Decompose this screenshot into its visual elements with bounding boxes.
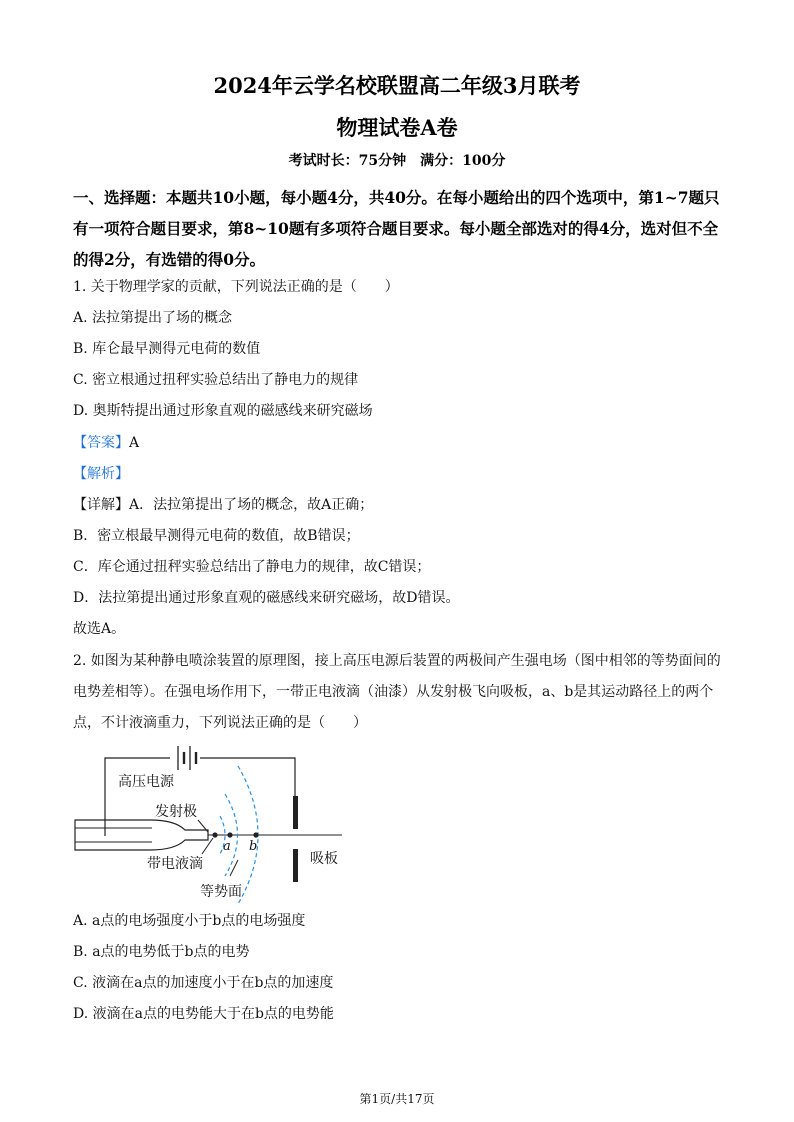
exam-title: 2024年云学名校联盟高二年级3月联考 xyxy=(213,73,581,98)
emitter-body xyxy=(75,820,208,850)
detail-text: A．法拉第提出了场的概念，故A正确； xyxy=(129,497,374,513)
q1-option-d: D. 奥斯特提出通过形象直观的磁感线来研究磁场 xyxy=(73,403,373,419)
answer-tag: 【答案】 xyxy=(73,435,129,451)
q1-detail-a xyxy=(73,494,373,514)
q1-option-a: A. 法拉第提出了场的概念 xyxy=(73,310,233,326)
q1-analysis-tag: 【解析】 xyxy=(73,466,129,482)
q2-stem-line-3: 点，不计液滴重力，下列说法正确的是（ ） xyxy=(73,715,367,731)
q1-detail-b: B．密立根最早测得元电荷的数值，故B错误； xyxy=(73,528,360,544)
page-footer: 第1页/共17页 xyxy=(359,1092,435,1106)
q1-detail-d: D．法拉第提出通过形象直观的磁感线来研究磁场，故D错误。 xyxy=(73,590,460,606)
q2-option-b: B. a点的电势低于b点的电势 xyxy=(73,944,250,960)
point-a-dot xyxy=(227,832,232,837)
q2-stem-line-1: 2. 如图为某种静电喷涂装置的原理图，接上高压电源后装置的两极间产生强电场（图中相邻的等势面间的 xyxy=(73,653,721,669)
detail-tag: 【详解】 xyxy=(73,497,129,513)
label-emitter: 发射极 xyxy=(155,804,197,820)
q1-answer xyxy=(73,432,139,452)
collector-plate-top xyxy=(293,796,298,829)
droplet-dot-1 xyxy=(212,832,217,837)
q2-stem-line-2: 电势差相等）。在强电场作用下，一带正电液滴（油漆）从发射极飞向吸板，a、b是其运动路径上的两个 xyxy=(73,684,714,700)
section-instructions: 一、选择题：本题共10小题，每小题4分，共40分。在每小题给出的四个选项中，第1~7题只有一项符合题目要求，第8~10题有多项符合题目要求。每小题全部选对的得4分，选对但不全的得2分，有选错的得0分。 xyxy=(73,188,720,269)
electrostatic-spray-diagram xyxy=(70,736,360,908)
q2-option-d: D. 液滴在a点的电势能大于在b点的电势能 xyxy=(73,1006,334,1022)
equipotential-leader-line xyxy=(230,860,238,876)
q1-option-c: C. 密立根通过扭秤实验总结出了静电力的规律 xyxy=(73,372,359,388)
q1-detail-c: C．库仑通过扭秤实验总结出了静电力的规律，故C错误； xyxy=(73,559,431,575)
label-point-b: b xyxy=(249,839,258,854)
label-equipotential: 等势面 xyxy=(200,884,242,900)
circuit-wire-right xyxy=(200,758,295,796)
exam-subtitle: 物理试卷A卷 xyxy=(336,115,458,140)
q1-conclusion: 故选A。 xyxy=(73,621,126,637)
point-b-dot xyxy=(253,832,258,837)
label-point-a: a xyxy=(223,839,231,854)
answer-value: A xyxy=(129,435,140,451)
q1-option-b: B. 库仑最早测得元电荷的数值 xyxy=(73,341,261,357)
q1-stem: 1. 关于物理学家的贡献，下列说法正确的是（ ） xyxy=(73,279,399,295)
label-droplet: 带电液滴 xyxy=(147,856,203,872)
circuit-wire xyxy=(105,758,170,836)
label-power-source: 高压电源 xyxy=(118,774,174,790)
label-collector-plate: 吸板 xyxy=(310,851,338,867)
q2-option-a: A. a点的电场强度小于b点的电场强度 xyxy=(73,913,306,929)
collector-plate-bottom xyxy=(293,849,298,882)
exam-info: 考试时长：75分钟 满分：100分 xyxy=(288,153,506,169)
q2-option-c: C. 液滴在a点的加速度小于在b点的加速度 xyxy=(73,975,334,991)
